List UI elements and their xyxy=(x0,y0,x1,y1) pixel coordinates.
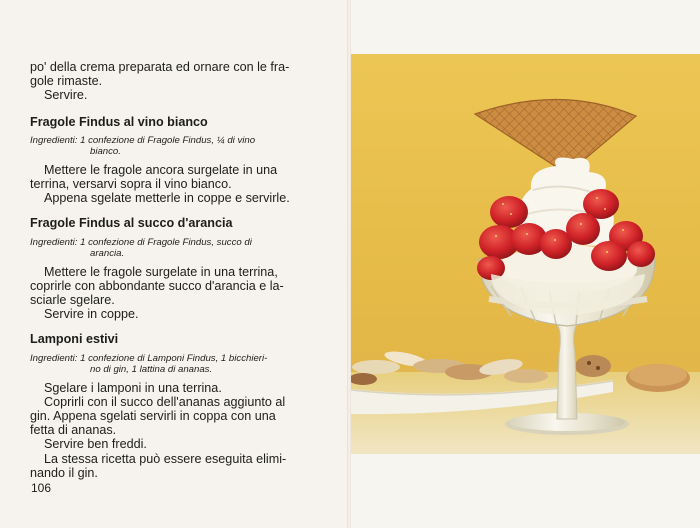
recipe-ingredients xyxy=(30,237,315,259)
text-line: sciarle sgelare. xyxy=(30,293,115,308)
recipe-title: Fragole Findus al succo d'arancia xyxy=(30,216,233,231)
text-line: Mettere le fragole surgelate in una terrina, xyxy=(44,264,278,279)
ingredients-line: arancia. xyxy=(90,247,125,259)
ingredients-line: Ingredienti: 1 confezione di Fragole Findus, ¼ di vino xyxy=(30,134,256,146)
text-line: Coprirli con il succo dell'ananas aggiunto al xyxy=(44,394,286,409)
text-line: gole rimaste. xyxy=(30,74,103,89)
recipe-title: Lamponi estivi xyxy=(30,332,119,347)
text-line: nando il gin. xyxy=(30,465,98,480)
recipe-step: Servire ben freddi. xyxy=(44,437,147,452)
left-page xyxy=(0,0,349,528)
ingredients-line: Ingredienti: 1 confezione di Fragole Findus, succo di xyxy=(30,236,252,248)
ingredients-line: bianco. xyxy=(90,145,121,157)
dessert-illustration xyxy=(351,54,700,454)
text-line: Mettere le fragole ancora surgelate in una xyxy=(44,162,278,177)
text-line: La stessa ricetta può essere eseguita elimi- xyxy=(44,451,287,466)
text-line: fetta di ananas. xyxy=(30,423,117,438)
recipe-step xyxy=(30,452,315,480)
recipe-title: Fragole Findus al vino bianco xyxy=(30,114,208,129)
recipe-ingredients xyxy=(30,353,315,375)
page-number: 106 xyxy=(31,481,52,495)
dessert-photo xyxy=(351,54,700,454)
text-line: terrina, versarvi sopra il vino bianco. xyxy=(30,177,232,192)
recipe-text xyxy=(30,60,315,480)
ingredients-line: Ingredienti: 1 confezione di Lamponi Findus, 1 bicchieri- xyxy=(30,352,268,364)
recipe-step: Appena sgelate metterle in coppe e servirle. xyxy=(44,191,290,206)
recipe-step xyxy=(30,395,315,438)
recipe-ingredients xyxy=(30,135,315,157)
intro-serve: Servire. xyxy=(44,88,88,103)
recipe-step xyxy=(30,163,315,191)
recipe-step: Sgelare i lamponi in una terrina. xyxy=(44,380,222,395)
ingredients-line: no di gin, 1 lattina di ananas. xyxy=(90,363,213,375)
text-line: coprirle con abbondante succo d'arancia e la- xyxy=(30,278,284,293)
round-biscuit-top xyxy=(629,364,687,386)
text-line: gin. Appena sgelati servirli in coppa con una xyxy=(30,409,276,424)
recipe-step: Servire in coppe. xyxy=(44,307,139,322)
intro-paragraph xyxy=(30,60,315,88)
recipe-step xyxy=(30,265,315,308)
text-line: po' della crema preparata ed ornare con le fra- xyxy=(30,60,290,74)
